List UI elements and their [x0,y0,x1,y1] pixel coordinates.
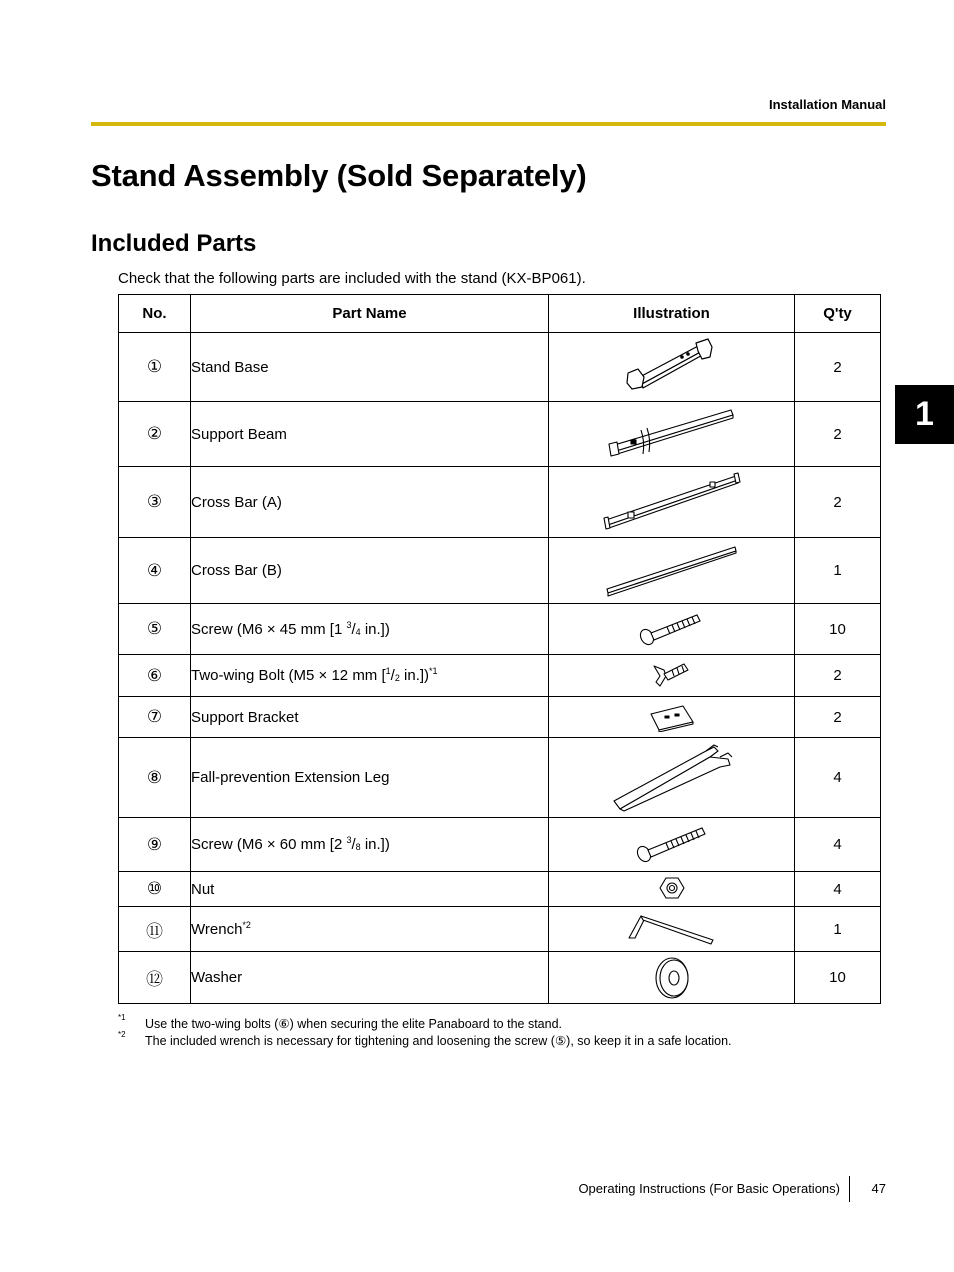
part-illustration [549,333,795,402]
part-number: ⑪ [119,907,191,952]
part-name-end: in.]) [360,836,390,853]
cross-bar-a-icon [602,472,742,532]
fraction-numerator: 3 [346,835,352,845]
fraction-denominator: 8 [355,842,361,852]
part-name-start: Two-wing Bolt (M5 × 12 mm [ [191,667,386,684]
part-name: Washer [191,952,549,1004]
part-name-start: Screw (M6 × 45 mm [1 [191,620,347,638]
footnote [118,1013,898,1033]
part-qty: 1 [795,907,881,952]
header-label: Installation Manual [768,97,886,112]
footer-divider [849,1176,850,1202]
part-qty: 10 [795,952,881,1004]
part-illustration [549,738,795,818]
table-row [119,467,881,538]
part-number: ⑫ [119,952,191,1004]
part-name-end: in.]) [360,620,390,638]
table-row [119,655,881,697]
header-rule [91,122,886,126]
part-name: Two-wing Bolt (M5 × 12 mm [$^1$/2 in.])$^{*1}$ [191,655,549,697]
part-illustration [549,697,795,738]
part-number: ⑤ [119,604,191,655]
part-name: Fall-prevention Extension Leg [191,738,549,818]
part-number: ③ [119,467,191,538]
part-number: ⑨ [119,818,191,872]
part-name [191,907,549,952]
section-title: Included Parts [91,230,257,257]
part-name: Nut [191,872,549,907]
footnote-text: The included wrench is necessary for tightening and loosening the screw (⑤), so keep it in a safe location. [145,1034,732,1048]
fraction-numerator: 1 [385,666,391,676]
footnotes [118,1013,898,1050]
part-number: ⑩ [119,872,191,907]
screw-45mm-icon [637,609,707,649]
fraction-denominator: 2 [394,673,400,683]
screw-60mm-icon [634,824,710,866]
footer-text: Operating Instructions (For Basic Operations) [578,1181,840,1196]
washer-icon [652,956,692,1000]
header-qty: Q'ty [795,295,881,333]
footnote-mark: *2 [118,1030,126,1039]
part-qty: 4 [795,818,881,872]
table-row [119,952,881,1004]
part-name: Cross Bar (A) [191,467,549,538]
part-qty: 2 [795,697,881,738]
part-number: ② [119,402,191,467]
part-qty: 4 [795,872,881,907]
part-qty: 2 [795,655,881,697]
part-number: ① [119,333,191,402]
table-row [119,333,881,402]
table-header-row [119,295,881,333]
part-illustration [549,467,795,538]
part-name: Support Bracket [191,697,549,738]
support-beam-icon [607,406,737,462]
part-illustration [549,818,795,872]
header-illustration: Illustration [549,295,795,333]
part-name: Screw (M6 × 45 mm [1 $^3$/4 in.]) [191,604,549,655]
part-qty: 2 [795,467,881,538]
wrench-icon [627,912,717,946]
page-number: 47 [871,1181,886,1196]
footnote-ref: *1 [429,666,438,676]
part-qty: 10 [795,604,881,655]
nut-icon [658,876,686,902]
part-qty: 4 [795,738,881,818]
part-name-start: Wrench [191,920,243,938]
part-number: ⑥ [119,655,191,697]
part-number: ⑦ [119,697,191,738]
part-name: Stand Base [191,333,549,402]
header-no: No. [119,295,191,333]
footnote-text: Use the two-wing bolts (⑥) when securing the elite Panaboard to the stand. [145,1017,562,1031]
page-title: Stand Assembly (Sold Separately) [91,158,587,193]
part-illustration [549,402,795,467]
table-row [119,697,881,738]
part-illustration [549,907,795,952]
part-qty: 1 [795,538,881,604]
part-number: ④ [119,538,191,604]
part-name: Support Beam [191,402,549,467]
table-row [119,872,881,907]
part-qty: 2 [795,333,881,402]
parts-table [118,294,881,1004]
part-number: ⑧ [119,738,191,818]
table-row [119,604,881,655]
two-wing-bolt-icon [652,660,692,692]
cross-bar-b-icon [604,543,740,599]
table-row [119,402,881,467]
table-row [119,907,881,952]
table-row [119,538,881,604]
extension-leg-icon [610,743,734,813]
part-illustration [549,872,795,907]
table-row [119,818,881,872]
intro-text: Check that the following parts are included with the stand (KX-BP061). [118,270,586,287]
table-row [119,738,881,818]
part-name-start: Screw (M6 × 60 mm [2 [191,836,347,853]
support-bracket-icon [647,702,697,732]
footnote-ref: *2 [242,919,251,930]
part-qty: 2 [795,402,881,467]
part-illustration [549,952,795,1004]
part-illustration [549,655,795,697]
part-name: Cross Bar (B) [191,538,549,604]
part-name-end: in.]) [399,667,430,684]
fraction-numerator: 3 [346,619,352,630]
part-illustration [549,604,795,655]
footnote [118,1030,898,1050]
stand-base-icon [622,337,722,397]
header-part-name: Part Name [191,295,549,333]
chapter-tab: 1 [895,385,954,444]
fraction-denominator: 4 [355,626,361,637]
part-name: Screw (M6 × 60 mm [2 $^3$/8 in.]) [191,818,549,872]
part-illustration [549,538,795,604]
footnote-mark: *1 [118,1013,126,1022]
